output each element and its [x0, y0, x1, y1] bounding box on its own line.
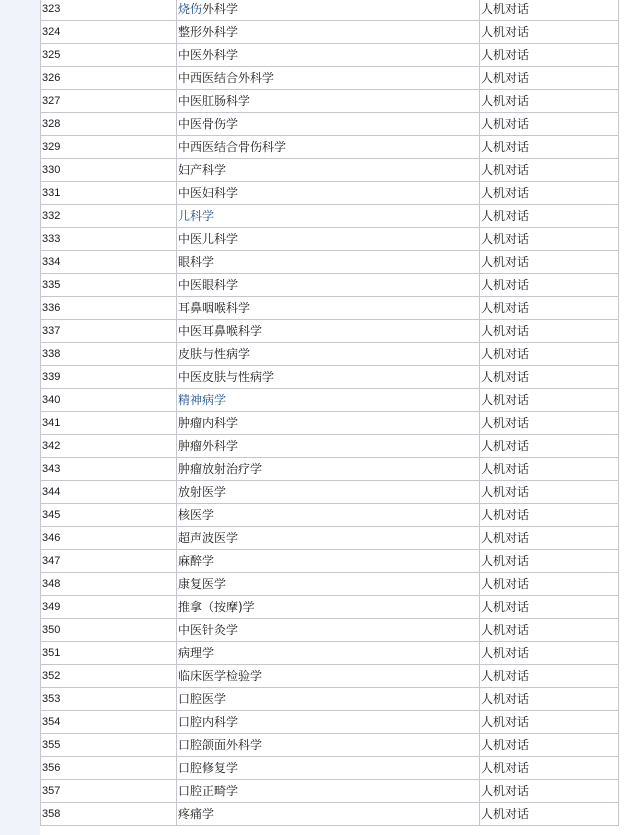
row-number-cell: 348 — [41, 573, 177, 596]
subject-name-cell: 口腔颌面外科学 — [177, 734, 480, 757]
table-row — [41, 90, 619, 113]
subject-name-cell: 耳鼻咽喉科学 — [177, 297, 480, 320]
row-number-cell: 338 — [41, 343, 177, 366]
row-number-cell: 334 — [41, 251, 177, 274]
row-number-cell: 355 — [41, 734, 177, 757]
row-number-cell: 340 — [41, 389, 177, 412]
row-number-cell: 324 — [41, 21, 177, 44]
subject-name-cell: 肿瘤内科学 — [177, 412, 480, 435]
table-row — [41, 780, 619, 803]
row-number-cell: 346 — [41, 527, 177, 550]
row-number-cell: 350 — [41, 619, 177, 642]
subject-name-cell: 皮肤与性病学 — [177, 343, 480, 366]
subject-name-cell — [177, 389, 480, 412]
exam-type-cell: 人机对话 — [480, 297, 619, 320]
exam-type-cell: 人机对话 — [480, 550, 619, 573]
subject-name-cell: 口腔正畸学 — [177, 780, 480, 803]
table-row — [41, 297, 619, 320]
row-number-cell: 343 — [41, 458, 177, 481]
table-row — [41, 205, 619, 228]
subject-name-cell: 放射医学 — [177, 481, 480, 504]
exam-type-cell: 人机对话 — [480, 113, 619, 136]
exam-type-cell: 人机对话 — [480, 343, 619, 366]
table-row — [41, 619, 619, 642]
exam-type-cell: 人机对话 — [480, 688, 619, 711]
table-row — [41, 803, 619, 826]
subject-name-cell: 核医学 — [177, 504, 480, 527]
table-row — [41, 573, 619, 596]
exam-type-cell: 人机对话 — [480, 665, 619, 688]
exam-type-cell: 人机对话 — [480, 757, 619, 780]
subject-name-cell: 中医皮肤与性病学 — [177, 366, 480, 389]
row-number-cell: 326 — [41, 67, 177, 90]
exam-type-cell: 人机对话 — [480, 136, 619, 159]
table-row — [41, 688, 619, 711]
exam-type-cell: 人机对话 — [480, 274, 619, 297]
exam-type-cell: 人机对话 — [480, 21, 619, 44]
table-row — [41, 642, 619, 665]
table-row — [41, 481, 619, 504]
subject-name-cell: 中医眼科学 — [177, 274, 480, 297]
exam-type-cell: 人机对话 — [480, 711, 619, 734]
exam-type-cell: 人机对话 — [480, 320, 619, 343]
table-row — [41, 550, 619, 573]
exam-type-cell: 人机对话 — [480, 0, 619, 21]
table-row — [41, 0, 619, 21]
subject-name-cell: 整形外科学 — [177, 21, 480, 44]
exam-type-cell: 人机对话 — [480, 803, 619, 826]
exam-type-cell: 人机对话 — [480, 159, 619, 182]
table-row — [41, 44, 619, 67]
row-number-cell: 330 — [41, 159, 177, 182]
subject-link[interactable]: 精神病学 — [178, 393, 227, 407]
row-number-cell: 347 — [41, 550, 177, 573]
subject-name-cell: 中医耳鼻喉科学 — [177, 320, 480, 343]
row-number-cell: 341 — [41, 412, 177, 435]
subject-name-cell: 肿瘤外科学 — [177, 435, 480, 458]
exam-type-cell: 人机对话 — [480, 435, 619, 458]
exam-type-cell: 人机对话 — [480, 412, 619, 435]
exam-type-cell: 人机对话 — [480, 527, 619, 550]
row-number-cell: 332 — [41, 205, 177, 228]
subject-name-cell: 口腔内科学 — [177, 711, 480, 734]
subject-name-cell: 超声波医学 — [177, 527, 480, 550]
row-number-cell: 358 — [41, 803, 177, 826]
table-row — [41, 665, 619, 688]
subject-name-cell: 肿瘤放射治疗学 — [177, 458, 480, 481]
row-number-cell: 344 — [41, 481, 177, 504]
table-row — [41, 527, 619, 550]
table-row — [41, 21, 619, 44]
table-row — [41, 113, 619, 136]
row-number-cell: 333 — [41, 228, 177, 251]
subject-name-cell: 临床医学检验学 — [177, 665, 480, 688]
exam-type-cell: 人机对话 — [480, 44, 619, 67]
row-number-cell: 352 — [41, 665, 177, 688]
subject-name-rest: 外科学 — [202, 2, 239, 16]
row-number-cell: 336 — [41, 297, 177, 320]
row-number-cell: 337 — [41, 320, 177, 343]
exam-type-cell: 人机对话 — [480, 504, 619, 527]
subject-name-cell: 中医肛肠科学 — [177, 90, 480, 113]
exam-type-cell: 人机对话 — [480, 389, 619, 412]
row-number-cell: 325 — [41, 44, 177, 67]
table-row — [41, 389, 619, 412]
table-body — [41, 0, 619, 826]
table-row — [41, 320, 619, 343]
row-number-cell: 329 — [41, 136, 177, 159]
table-row — [41, 136, 619, 159]
table-row — [41, 274, 619, 297]
exam-type-cell: 人机对话 — [480, 734, 619, 757]
table-row — [41, 757, 619, 780]
row-number-cell: 339 — [41, 366, 177, 389]
subject-name-cell: 中医外科学 — [177, 44, 480, 67]
exam-type-cell: 人机对话 — [480, 481, 619, 504]
exam-type-cell: 人机对话 — [480, 228, 619, 251]
row-number-cell: 351 — [41, 642, 177, 665]
subject-name-cell: 疼痛学 — [177, 803, 480, 826]
row-number-cell: 357 — [41, 780, 177, 803]
exam-type-cell: 人机对话 — [480, 596, 619, 619]
subject-name-cell: 推拿（按摩)学 — [177, 596, 480, 619]
table-row — [41, 435, 619, 458]
exam-type-cell: 人机对话 — [480, 205, 619, 228]
table-row — [41, 458, 619, 481]
row-number-cell: 353 — [41, 688, 177, 711]
subject-name-cell: 康复医学 — [177, 573, 480, 596]
subject-link[interactable]: 儿科学 — [178, 209, 215, 223]
subject-name-cell: 麻醉学 — [177, 550, 480, 573]
subject-name-cell: 口腔修复学 — [177, 757, 480, 780]
row-number-cell: 323 — [41, 0, 177, 21]
subject-name-cell: 中医妇科学 — [177, 182, 480, 205]
subject-name-cell: 口腔医学 — [177, 688, 480, 711]
table-row — [41, 504, 619, 527]
subject-name-cell: 中西医结合外科学 — [177, 67, 480, 90]
row-number-cell: 345 — [41, 504, 177, 527]
exam-type-cell: 人机对话 — [480, 366, 619, 389]
subject-name-cell: 中西医结合骨伤科学 — [177, 136, 480, 159]
table-row — [41, 711, 619, 734]
row-number-cell: 349 — [41, 596, 177, 619]
exam-subject-table — [40, 0, 619, 826]
subject-name-cell: 病理学 — [177, 642, 480, 665]
table-row — [41, 366, 619, 389]
subject-name-cell: 中医针灸学 — [177, 619, 480, 642]
table-row — [41, 182, 619, 205]
row-number-cell: 327 — [41, 90, 177, 113]
row-number-cell: 328 — [41, 113, 177, 136]
table-row — [41, 67, 619, 90]
table-row — [41, 251, 619, 274]
exam-type-cell: 人机对话 — [480, 642, 619, 665]
table-row — [41, 228, 619, 251]
exam-type-cell: 人机对话 — [480, 251, 619, 274]
exam-type-cell: 人机对话 — [480, 67, 619, 90]
subject-name-cell: 中医儿科学 — [177, 228, 480, 251]
subject-name-cell: 眼科学 — [177, 251, 480, 274]
subject-name-cell — [177, 205, 480, 228]
subject-name-cell: 妇产科学 — [177, 159, 480, 182]
subject-name-cell — [177, 0, 480, 21]
row-number-cell: 335 — [41, 274, 177, 297]
row-number-cell: 331 — [41, 182, 177, 205]
table-row — [41, 343, 619, 366]
row-number-cell: 342 — [41, 435, 177, 458]
row-number-cell: 356 — [41, 757, 177, 780]
exam-type-cell: 人机对话 — [480, 90, 619, 113]
exam-type-cell: 人机对话 — [480, 182, 619, 205]
exam-type-cell: 人机对话 — [480, 780, 619, 803]
left-margin-band — [0, 0, 40, 835]
row-number-cell: 354 — [41, 711, 177, 734]
subject-name-cell: 中医骨伤学 — [177, 113, 480, 136]
exam-type-cell: 人机对话 — [480, 573, 619, 596]
table-row — [41, 159, 619, 182]
subject-link[interactable]: 烧伤 — [178, 2, 203, 16]
exam-type-cell: 人机对话 — [480, 458, 619, 481]
exam-type-cell: 人机对话 — [480, 619, 619, 642]
table-row — [41, 734, 619, 757]
table-row — [41, 412, 619, 435]
table-row — [41, 596, 619, 619]
